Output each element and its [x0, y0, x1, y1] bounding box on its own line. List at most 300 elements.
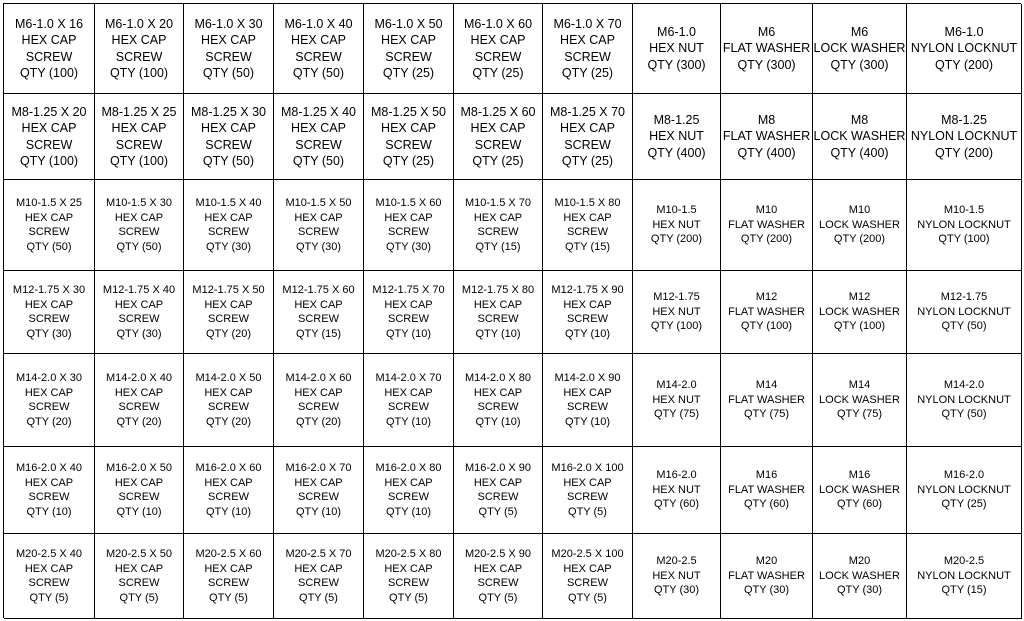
label-line: SCREW: [474, 49, 522, 64]
label-line: QTY (5): [29, 591, 69, 604]
label-line: M16-2.0: [656, 469, 697, 482]
label-line: HEX CAP: [291, 33, 346, 47]
label-cell: [274, 4, 364, 94]
label-cell: [4, 534, 95, 619]
label-line: HEX CAP: [111, 33, 167, 47]
label-line: M16: [848, 469, 871, 482]
label-line: SCREW: [118, 313, 160, 325]
label-cell: [633, 180, 721, 271]
label-line: M8: [757, 112, 776, 127]
label-cell: [95, 354, 184, 447]
label-line: QTY (5): [209, 591, 248, 604]
label-line: M10-1.5: [943, 204, 985, 217]
label-line: HEX CAP: [560, 33, 615, 47]
label-line: HEX NUT: [652, 483, 701, 496]
label-line: HEX CAP: [291, 121, 346, 135]
label-line: NYLON LOCKNUT: [917, 305, 1011, 318]
label-cell: [454, 534, 543, 619]
label-line: FLAT WASHER: [722, 41, 811, 56]
label-line: QTY (60): [743, 498, 790, 511]
label-line: QTY (100): [650, 320, 703, 333]
label-line: M12: [848, 291, 871, 304]
label-line: QTY (50): [202, 154, 255, 168]
label-line: SCREW: [298, 226, 339, 238]
label-line: HEX CAP: [384, 386, 433, 399]
label-line: M20-2.5: [656, 555, 697, 568]
label-line: SCREW: [477, 401, 519, 413]
label-line: QTY (15): [475, 240, 521, 253]
label-line: QTY (30): [116, 327, 162, 340]
label-line: LOCK WASHER: [819, 393, 900, 406]
label-line: LOCK WASHER: [819, 218, 900, 231]
label-cell: [95, 180, 184, 271]
label-cell: [543, 94, 633, 180]
label-line: QTY (10): [26, 505, 72, 518]
label-line: HEX NUT: [652, 305, 701, 318]
label-line: QTY (200): [934, 145, 994, 160]
label-line: HEX CAP: [384, 562, 433, 575]
label-line: M6-1.0: [944, 24, 984, 39]
label-line: QTY (100): [19, 154, 79, 168]
label-cell: [721, 180, 813, 271]
label-line: NYLON LOCKNUT: [917, 483, 1011, 496]
label-cell: [364, 180, 454, 271]
label-cell: [907, 94, 1022, 180]
label-line: HEX CAP: [381, 121, 436, 135]
label-line: HEX NUT: [652, 218, 701, 231]
label-cell: [4, 180, 95, 271]
label-line: FLAT WASHER: [728, 393, 805, 406]
label-line: QTY (300): [737, 57, 796, 72]
label-line: SCREW: [25, 49, 73, 64]
label-cell: [4, 94, 95, 180]
label-line: HEX CAP: [114, 476, 164, 489]
label-cell: [454, 447, 543, 534]
label-line: M12: [755, 291, 778, 304]
label-line: QTY (10): [475, 415, 521, 428]
label-line: HEX CAP: [21, 33, 77, 47]
label-line: QTY (30): [26, 327, 72, 340]
label-line: M14-2.0 X 40: [105, 372, 173, 384]
label-cell: [721, 354, 813, 447]
label-cell: [633, 354, 721, 447]
label-line: FLAT WASHER: [728, 305, 805, 318]
label-line: M16-2.0 X 100: [551, 462, 624, 474]
label-line: HEX CAP: [473, 386, 523, 399]
label-line: QTY (5): [389, 591, 428, 604]
label-line: SCREW: [208, 401, 249, 413]
label-line: M20-2.5 X 90: [464, 548, 532, 560]
label-line: M10-1.5 X 80: [554, 197, 621, 209]
label-line: M20-2.5 X 40: [15, 548, 83, 560]
label-cell: [184, 354, 274, 447]
label-cell: [907, 534, 1022, 619]
label-line: M8-1.25 X 50: [370, 104, 447, 119]
label-line: M12-1.75: [653, 291, 700, 304]
label-cell: [633, 534, 721, 619]
label-line: QTY (10): [295, 505, 342, 518]
label-line: M12-1.75 X 90: [551, 284, 624, 296]
label-cell: [95, 94, 184, 180]
label-line: M12-1.75 X 50: [192, 284, 265, 296]
label-line: SCREW: [567, 491, 608, 503]
label-line: M20: [755, 555, 778, 568]
label-line: QTY (20): [205, 327, 252, 340]
label-line: QTY (20): [205, 415, 252, 428]
label-line: SCREW: [208, 491, 249, 503]
label-line: HEX CAP: [560, 121, 615, 135]
label-line: QTY (30): [205, 240, 252, 253]
label-line: QTY (25): [382, 154, 435, 168]
label-line: QTY (10): [205, 505, 252, 518]
label-cell: [184, 271, 274, 354]
label-line: SCREW: [28, 401, 70, 413]
label-line: M20-2.5 X 50: [105, 548, 173, 560]
label-line: SCREW: [205, 137, 252, 152]
label-cell: [454, 354, 543, 447]
label-cell: [364, 271, 454, 354]
label-line: M12-1.75 X 30: [12, 284, 86, 296]
label-line: M14-2.0: [943, 379, 985, 392]
label-line: QTY (25): [382, 66, 435, 80]
label-line: SCREW: [25, 137, 73, 152]
label-line: M8-1.25 X 60: [460, 104, 536, 119]
label-line: M14: [755, 379, 778, 392]
label-line: M16-2.0 X 60: [195, 462, 262, 474]
label-line: SCREW: [477, 226, 519, 238]
label-cell: [543, 180, 633, 271]
label-line: QTY (25): [472, 154, 524, 168]
label-line: HEX CAP: [24, 211, 74, 224]
label-line: QTY (60): [836, 498, 883, 511]
label-cell: [4, 4, 95, 94]
label-cell: [813, 94, 907, 180]
label-line: QTY (5): [299, 591, 338, 604]
label-cell: [184, 180, 274, 271]
label-line: SCREW: [388, 577, 429, 589]
label-line: QTY (50): [292, 66, 345, 80]
label-cell: [274, 447, 364, 534]
label-line: QTY (30): [743, 584, 790, 597]
label-line: HEX CAP: [204, 386, 253, 399]
label-line: HEX CAP: [381, 33, 436, 47]
label-line: LOCK WASHER: [819, 483, 900, 496]
label-line: HEX CAP: [563, 298, 612, 311]
label-line: M20-2.5: [943, 555, 985, 568]
label-cell: [633, 271, 721, 354]
label-line: HEX CAP: [384, 211, 433, 224]
label-line: M10-1.5 X 50: [285, 197, 352, 209]
label-cell: [364, 534, 454, 619]
label-line: LOCK WASHER: [813, 41, 906, 56]
label-cell: [4, 271, 95, 354]
label-cell: [543, 354, 633, 447]
label-line: SCREW: [474, 137, 522, 152]
label-line: M14-2.0: [656, 379, 697, 392]
label-line: M10-1.5: [656, 204, 697, 217]
label-line: HEX CAP: [114, 386, 164, 399]
label-cell: [274, 271, 364, 354]
label-line: M16-2.0 X 70: [285, 462, 352, 474]
label-line: QTY (50): [292, 154, 345, 168]
label-line: QTY (30): [295, 240, 342, 253]
label-line: HEX CAP: [563, 211, 612, 224]
label-line: SCREW: [567, 313, 608, 325]
label-line: HEX CAP: [21, 121, 77, 135]
label-line: M8: [850, 112, 869, 127]
label-line: M16-2.0 X 80: [375, 462, 442, 474]
label-line: M6: [757, 24, 776, 39]
label-line: QTY (300): [647, 57, 706, 72]
label-line: HEX CAP: [294, 211, 343, 224]
label-line: QTY (50): [941, 408, 987, 421]
label-line: QTY (15): [564, 240, 611, 253]
label-line: QTY (10): [564, 327, 611, 340]
label-cell: [633, 447, 721, 534]
label-line: M6-1.0 X 16: [14, 16, 84, 31]
label-line: SCREW: [477, 313, 519, 325]
label-line: M6-1.0 X 20: [104, 16, 174, 31]
label-cell: [543, 4, 633, 94]
label-line: HEX CAP: [24, 386, 74, 399]
label-cell: [364, 94, 454, 180]
label-line: QTY (200): [833, 233, 886, 246]
label-line: QTY (5): [119, 591, 159, 604]
label-cell: [454, 4, 543, 94]
label-line: M16: [755, 469, 778, 482]
label-line: QTY (50): [941, 320, 987, 333]
label-line: QTY (30): [836, 584, 883, 597]
label-line: HEX CAP: [111, 121, 167, 135]
label-line: QTY (100): [109, 66, 169, 80]
label-line: LOCK WASHER: [819, 569, 900, 582]
label-cell: [813, 4, 907, 94]
label-line: M10: [755, 204, 778, 217]
label-line: QTY (10): [385, 505, 432, 518]
label-line: M6-1.0 X 60: [463, 16, 533, 31]
label-line: HEX CAP: [563, 476, 612, 489]
label-line: QTY (10): [385, 415, 432, 428]
label-line: QTY (30): [653, 584, 700, 597]
label-cell: [4, 447, 95, 534]
label-line: M8-1.25 X 40: [280, 104, 357, 119]
label-line: M16-2.0 X 90: [464, 462, 532, 474]
label-line: HEX CAP: [204, 562, 253, 575]
label-cell: [274, 354, 364, 447]
label-line: SCREW: [295, 49, 342, 64]
label-cell: [454, 94, 543, 180]
label-line: QTY (30): [385, 240, 432, 253]
label-line: SCREW: [208, 226, 249, 238]
label-line: M8-1.25 X 20: [11, 104, 87, 119]
label-cell: [907, 180, 1022, 271]
label-line: QTY (100): [19, 66, 79, 80]
label-line: HEX CAP: [201, 121, 256, 135]
label-line: M12-1.75 X 40: [102, 284, 176, 296]
label-line: M10-1.5 X 40: [195, 197, 262, 209]
label-line: M14: [848, 379, 871, 392]
label-line: NYLON LOCKNUT: [917, 393, 1011, 406]
label-line: SCREW: [388, 401, 429, 413]
label-line: HEX NUT: [652, 393, 701, 406]
hardware-label-grid: [3, 3, 1021, 618]
label-line: SCREW: [28, 226, 70, 238]
label-line: M16-2.0 X 50: [105, 462, 173, 474]
label-line: QTY (5): [568, 591, 607, 604]
label-line: QTY (400): [830, 145, 889, 160]
label-cell: [184, 94, 274, 180]
label-line: QTY (20): [116, 415, 162, 428]
label-line: SCREW: [564, 49, 611, 64]
label-line: QTY (15): [295, 327, 342, 340]
label-line: M6-1.0 X 30: [194, 16, 263, 31]
label-line: QTY (20): [295, 415, 342, 428]
label-line: SCREW: [28, 491, 70, 503]
label-line: SCREW: [298, 491, 339, 503]
label-line: M14-2.0 X 30: [15, 372, 83, 384]
label-line: NYLON LOCKNUT: [910, 41, 1018, 56]
label-line: SCREW: [28, 313, 70, 325]
label-line: M10-1.5 X 70: [464, 197, 532, 209]
label-cell: [364, 447, 454, 534]
label-line: QTY (25): [561, 154, 614, 168]
label-cell: [543, 271, 633, 354]
label-line: FLAT WASHER: [722, 129, 811, 144]
label-cell: [274, 94, 364, 180]
label-line: SCREW: [208, 313, 249, 325]
label-line: M14-2.0 X 90: [554, 372, 621, 384]
label-line: M20-2.5 X 100: [551, 548, 624, 560]
label-cell: [454, 271, 543, 354]
label-line: SCREW: [385, 49, 432, 64]
label-line: HEX CAP: [24, 562, 74, 575]
label-cell: [364, 354, 454, 447]
label-line: QTY (100): [740, 320, 793, 333]
label-cell: [813, 271, 907, 354]
label-line: HEX CAP: [114, 211, 164, 224]
label-cell: [907, 447, 1022, 534]
label-cell: [454, 180, 543, 271]
label-line: QTY (60): [653, 498, 700, 511]
label-line: QTY (300): [830, 57, 889, 72]
label-line: HEX CAP: [294, 298, 343, 311]
label-line: SCREW: [298, 313, 339, 325]
label-cell: [721, 94, 813, 180]
label-line: M6-1.0 X 50: [374, 16, 443, 31]
label-cell: [813, 354, 907, 447]
label-line: QTY (25): [472, 66, 524, 80]
label-line: M6-1.0 X 40: [284, 16, 353, 31]
label-line: HEX NUT: [649, 129, 704, 144]
label-line: M6-1.0: [657, 24, 696, 39]
label-cell: [543, 534, 633, 619]
label-line: M20-2.5 X 70: [285, 548, 352, 560]
label-line: HEX CAP: [294, 386, 343, 399]
label-line: QTY (75): [836, 408, 883, 421]
label-line: M6: [850, 24, 869, 39]
label-cell: [813, 180, 907, 271]
label-line: QTY (5): [478, 505, 518, 518]
label-line: HEX NUT: [652, 569, 701, 582]
label-line: HEX CAP: [204, 298, 253, 311]
label-line: HEX CAP: [563, 386, 612, 399]
label-line: QTY (200): [934, 57, 994, 72]
label-cell: [813, 447, 907, 534]
label-line: M14-2.0 X 50: [195, 372, 262, 384]
label-cell: [274, 180, 364, 271]
label-cell: [364, 4, 454, 94]
label-line: HEX CAP: [470, 33, 526, 47]
label-line: M10-1.5 X 60: [375, 197, 442, 209]
label-line: SCREW: [388, 491, 429, 503]
label-line: HEX CAP: [294, 476, 343, 489]
label-cell: [721, 271, 813, 354]
label-line: QTY (75): [743, 408, 790, 421]
label-cell: [543, 447, 633, 534]
label-line: SCREW: [118, 226, 160, 238]
label-line: M8-1.25: [941, 112, 987, 127]
label-line: HEX NUT: [649, 41, 704, 56]
label-line: M12-1.75 X 70: [372, 284, 445, 296]
label-cell: [95, 4, 184, 94]
label-line: QTY (75): [653, 408, 700, 421]
label-line: M12-1.75 X 60: [282, 284, 355, 296]
label-cell: [907, 354, 1022, 447]
label-line: QTY (200): [650, 233, 703, 246]
label-line: SCREW: [567, 577, 608, 589]
label-cell: [95, 447, 184, 534]
label-cell: [274, 534, 364, 619]
label-line: M8-1.25 X 25: [101, 104, 177, 119]
label-line: SCREW: [298, 401, 339, 413]
label-line: SCREW: [115, 137, 163, 152]
label-cell: [721, 534, 813, 619]
label-line: FLAT WASHER: [728, 218, 805, 231]
label-line: M6-1.0 X 70: [553, 16, 622, 31]
label-line: SCREW: [388, 226, 429, 238]
label-line: SCREW: [385, 137, 432, 152]
label-line: SCREW: [208, 577, 249, 589]
label-line: FLAT WASHER: [728, 569, 805, 582]
label-line: HEX CAP: [473, 562, 523, 575]
label-line: QTY (25): [561, 66, 614, 80]
label-line: QTY (25): [941, 498, 987, 511]
label-line: QTY (10): [564, 415, 611, 428]
label-line: HEX CAP: [563, 562, 612, 575]
label-line: QTY (5): [568, 505, 607, 518]
label-line: M20-2.5 X 80: [375, 548, 442, 560]
label-cell: [4, 354, 95, 447]
label-line: HEX CAP: [204, 211, 253, 224]
label-line: SCREW: [115, 49, 163, 64]
label-line: SCREW: [477, 577, 519, 589]
label-line: QTY (50): [26, 240, 72, 253]
label-line: HEX CAP: [24, 476, 74, 489]
label-line: HEX CAP: [470, 121, 526, 135]
label-line: SCREW: [477, 491, 519, 503]
label-line: LOCK WASHER: [819, 305, 900, 318]
label-line: M16-2.0 X 40: [15, 462, 83, 474]
label-line: QTY (10): [116, 505, 162, 518]
label-line: HEX CAP: [473, 476, 523, 489]
label-line: SCREW: [388, 313, 429, 325]
label-line: QTY (15): [941, 584, 987, 597]
label-line: SCREW: [298, 577, 339, 589]
label-cell: [184, 4, 274, 94]
label-line: SCREW: [564, 137, 611, 152]
label-line: M14-2.0 X 80: [464, 372, 532, 384]
label-cell: [633, 94, 721, 180]
